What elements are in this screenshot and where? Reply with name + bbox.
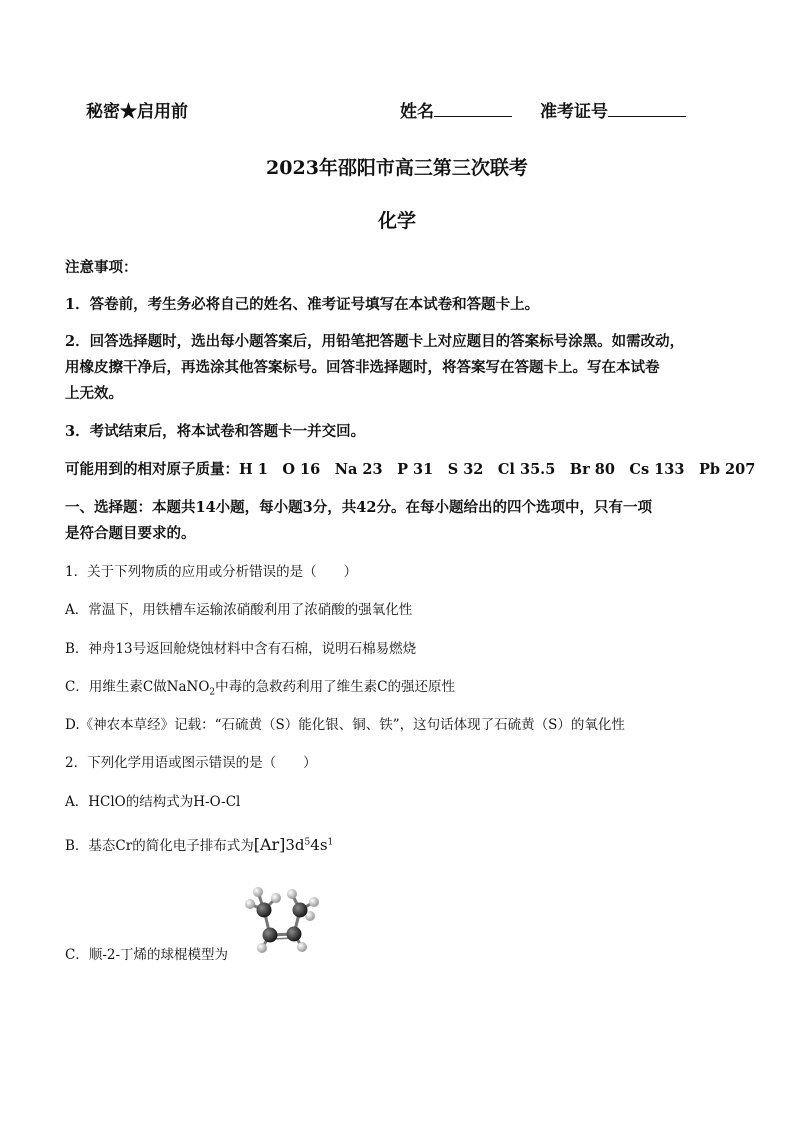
name-label: 姓名 xyxy=(400,102,434,122)
notice-item-1: 1．答卷前，考生务必将自己的姓名、准考证号填写在本试卷和答题卡上。 xyxy=(65,296,540,313)
exam-id-label: 准考证号 xyxy=(540,102,608,122)
orbital-4s: 4s xyxy=(310,836,328,854)
orbital-4s-electrons: 1 xyxy=(327,837,334,848)
question-2-option-a: A．HClO的结构式为H-O-Cl xyxy=(65,794,241,810)
carbon-atom xyxy=(257,903,272,918)
question-1-option-d: D.《神农本草经》记载：“石硫黄（S）能化银、铜、铁”，这句话体现了石硫黄（S）的氧化性 xyxy=(65,717,625,733)
name-field xyxy=(400,97,512,122)
hydrogen-atom xyxy=(297,942,307,952)
hydrogen-atom xyxy=(245,899,255,909)
question-2-option-c: C．顺-2-丁烯的球棍模型为 xyxy=(65,947,229,963)
notice-item-2-line-2: 用橡皮擦干净后，再选涂其他答案标号。回答非选择题时，将答案写在答题卡上。写在本试卷 xyxy=(65,359,660,376)
question-1-stem: 1．关于下列物质的应用或分析错误的是（ ） xyxy=(65,564,358,580)
question-1-option-b: B．神舟13号返回舱烧蚀材料中含有石棉，说明石棉易燃烧 xyxy=(65,641,417,657)
option-b-text: B．基态Cr的简化电子排布式为 xyxy=(65,838,254,854)
hydrogen-atom xyxy=(309,897,319,907)
question-2-stem: 2．下列化学用语或图示错误的是（ ） xyxy=(65,755,317,771)
hydrogen-atoms xyxy=(245,887,319,953)
atomic-mass-line: 可能用到的相对原子质量：H 1 O 16 Na 23 P 31 S 32 Cl 35.5 Br 80 Cs 133 Pb 207 xyxy=(65,461,756,478)
exam-id-field xyxy=(540,97,686,122)
notice-item-3: 3．考试结束后，将本试卷和答题卡一并交回。 xyxy=(65,423,366,440)
hydrogen-atom xyxy=(257,943,267,953)
name-blank xyxy=(434,98,512,117)
hydrogen-atom xyxy=(271,893,281,903)
carbon-atom xyxy=(287,927,302,942)
notice-heading: 注意事项： xyxy=(65,259,138,276)
ar-core: [Ar] xyxy=(253,835,286,854)
exam-title: 2023年邵阳市高三第三次联考 xyxy=(266,157,528,179)
subject-title: 化学 xyxy=(377,210,416,232)
cis-2-butene-ball-stick-model xyxy=(228,880,338,960)
question-1-option-a: A．常温下，用铁槽车运输浓硝酸利用了浓硝酸的强氧化性 xyxy=(65,602,413,618)
exam-id-blank xyxy=(608,98,686,117)
option-c-text-pre: C．用维生素C做NaNO xyxy=(65,679,210,695)
carbon-atom xyxy=(263,928,278,943)
orbital-3d-electrons: 5 xyxy=(304,837,311,848)
notice-item-2-line-3: 上无效。 xyxy=(65,385,123,402)
orbital-3d: 3d xyxy=(285,836,305,854)
question-1-option-c xyxy=(65,675,455,698)
hydrogen-atom xyxy=(287,889,297,899)
carbon-atom xyxy=(293,903,308,918)
hydrogen-atom xyxy=(253,887,263,897)
option-c-text-post: 中毒的急救药利用了维生素C的强还原性 xyxy=(215,679,455,695)
option-c-subscript: 2 xyxy=(209,687,216,698)
section-heading-line-2: 是符合题目要求的。 xyxy=(65,525,196,542)
notice-item-2-line-1: 2．回答选择题时，选出每小题答案后，用铅笔把答题卡上对应题目的答案标号涂黑。如需改动， xyxy=(65,333,685,350)
carbon-atoms xyxy=(257,903,308,943)
secret-label: 秘密★启用前 xyxy=(86,102,188,122)
question-2-option-b xyxy=(65,834,333,854)
section-heading-line-1: 一、选择题：本题共14小题，每小题3分，共42分。在每小题给出的四个选项中，只有一项 xyxy=(65,499,652,516)
